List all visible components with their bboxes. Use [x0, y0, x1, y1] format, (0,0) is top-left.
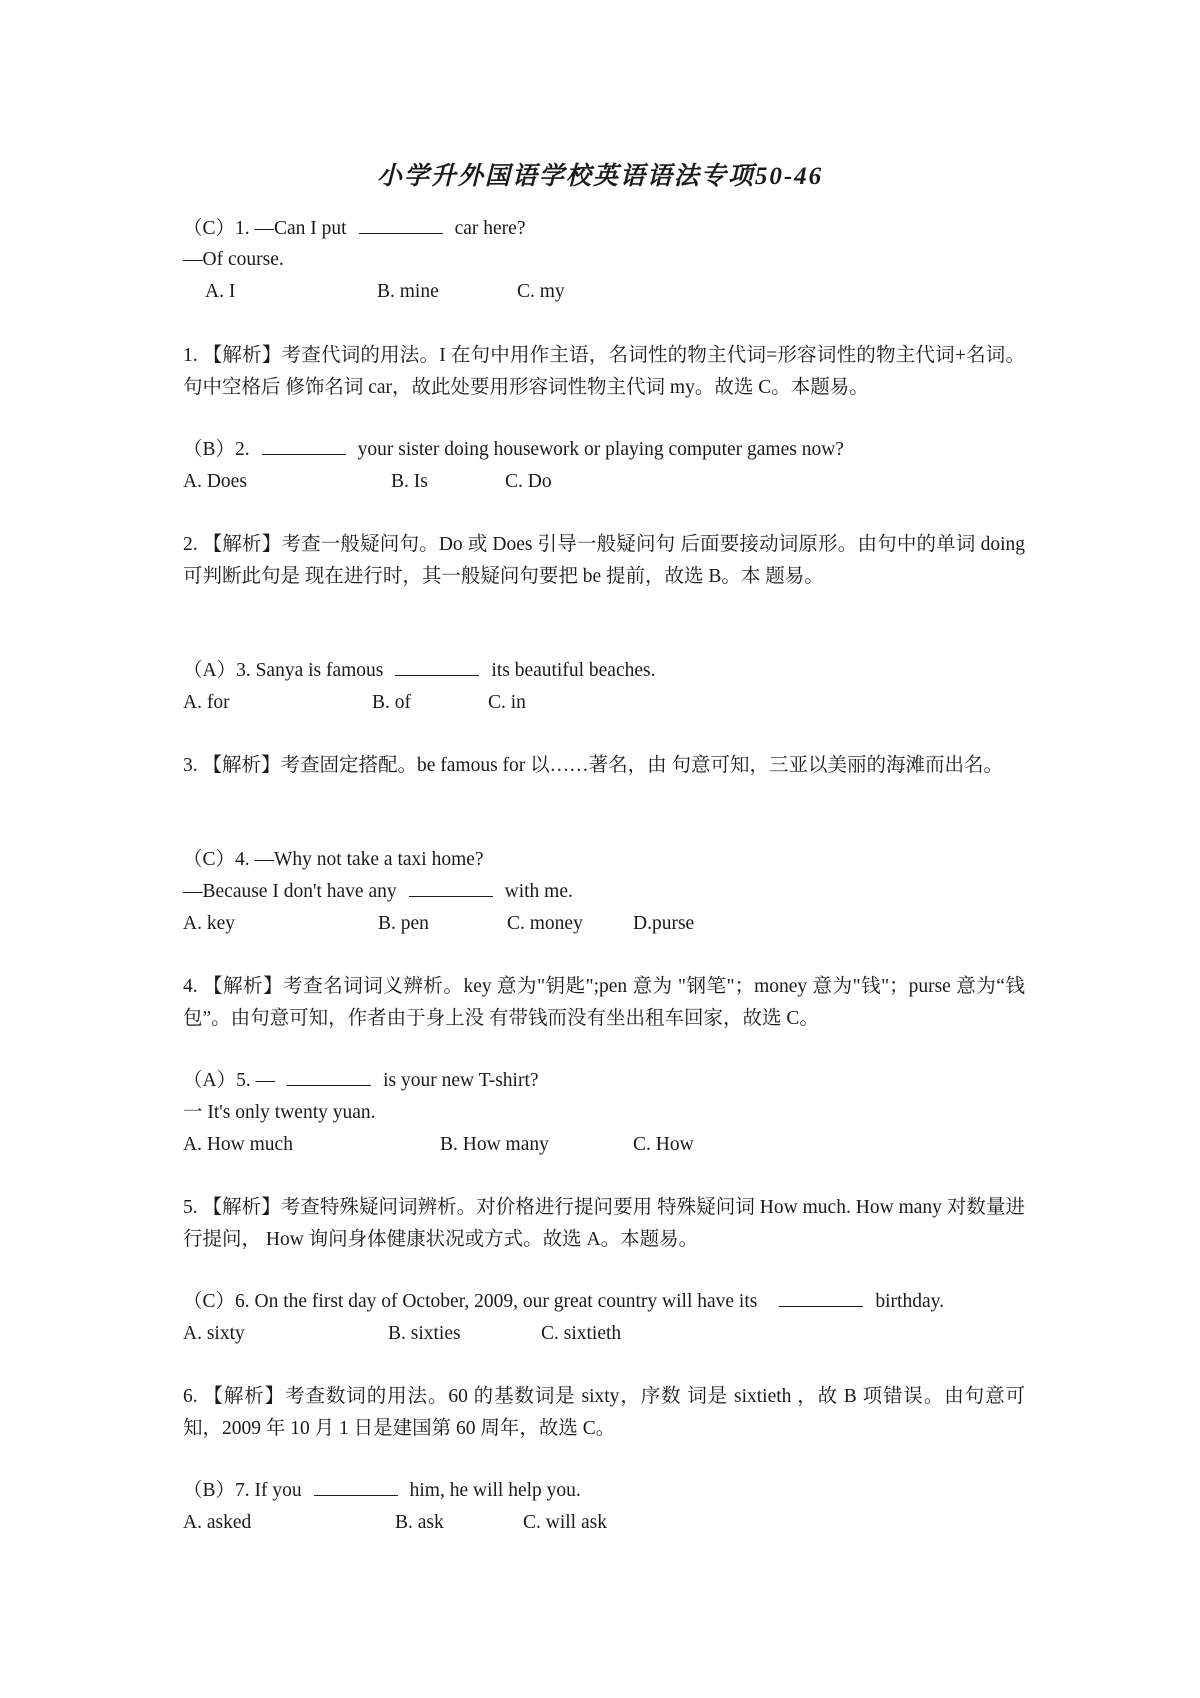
option-a: A. for: [183, 692, 230, 713]
question-1-text-end: car here?: [454, 218, 526, 239]
answer-blank: [359, 217, 443, 234]
question-4-analysis: 4. 【解析】考查名词词义辨析。key 意为"钥匙";pen 意为 "钢笔"；money 意为"钱"；purse 意为“钱包”。由句意可知，作者由于身上没 有带钱而没有坐出租车回家，故选 C。: [183, 976, 1025, 1029]
question-1-reply: —Of course.: [183, 249, 284, 270]
option-b: B. How many: [440, 1134, 549, 1155]
question-6-stem: [183, 1290, 944, 1314]
question-2-analysis: 2. 【解析】考查一般疑问句。Do 或 Does 引导一般疑问句 后面要接动词原形。由句中的单词 doing 可判断此句是 现在进行时，其一般疑问句要把 be 提前，故选 B。本 题易。: [183, 534, 1025, 587]
question-4-options: [183, 912, 1083, 936]
option-a: A. Does: [183, 471, 247, 492]
question-4-text: —Because I don't have any: [183, 881, 397, 902]
question-4-reply: [183, 880, 573, 904]
option-b: B. of: [372, 692, 411, 713]
option-c: C. How: [633, 1134, 694, 1155]
option-b: B. ask: [395, 1512, 444, 1533]
option-a: A. How much: [183, 1134, 293, 1155]
option-b: B. mine: [377, 281, 439, 302]
option-c: C. my: [517, 281, 565, 302]
answer-blank: [262, 438, 346, 455]
option-c: C. in: [488, 692, 526, 713]
question-3-options: [183, 691, 1083, 715]
answer-blank: [395, 659, 479, 676]
question-7-stem: [183, 1479, 581, 1503]
question-5-reply: 一 It's only twenty yuan.: [183, 1102, 376, 1123]
question-2-text-end: your sister doing housework or playing computer games now?: [357, 439, 844, 460]
question-1-options: [183, 280, 1083, 304]
question-5-text-end: is your new T-shirt?: [383, 1070, 539, 1091]
answer-blank: [779, 1290, 863, 1307]
question-2-text: （B）2.: [183, 439, 250, 460]
question-3-analysis: 3. 【解析】考查固定搭配。be famous for 以……著名，由 句意可知，三亚以美丽的海滩而出名。: [183, 755, 1004, 776]
option-d: D.purse: [633, 913, 695, 934]
option-a: A. I: [205, 281, 236, 302]
question-3-text-end: its beautiful beaches.: [491, 660, 656, 681]
option-c: C. sixtieth: [541, 1323, 622, 1344]
question-5-analysis: 5. 【解析】考查特殊疑问词辨析。对价格进行提问要用 特殊疑问词 How much. How many 对数量进行提问， How 询问身体健康状况或方式。故选 A。本题易。: [183, 1197, 1025, 1250]
question-5-text: （A）5. —: [183, 1070, 276, 1091]
option-b: B. Is: [391, 471, 428, 492]
option-c: C. money: [507, 913, 583, 934]
question-2-stem: [183, 438, 844, 462]
question-3-stem: [183, 659, 655, 683]
answer-blank: [409, 880, 493, 897]
question-2-options: [183, 470, 1083, 494]
answer-blank: [314, 1479, 398, 1496]
option-b: B. pen: [378, 913, 429, 934]
question-3-text: （A）3. Sanya is famous: [183, 660, 384, 681]
question-6-text: （C）6. On the first day of October, 2009, our great country will have its: [183, 1291, 758, 1312]
question-4-stem: （C）4. —Why not take a taxi home?: [183, 849, 484, 870]
answer-blank: [287, 1069, 371, 1086]
option-a: A. sixty: [183, 1323, 245, 1344]
option-a: A. asked: [183, 1512, 252, 1533]
question-1-analysis: 1. 【解析】考查代词的用法。I 在句中用作主语，名词性的物主代词=形容词性的物主代词+名词。句中空格后 修饰名词 car，故此处要用形容词性物主代词 my。故选 C。本题易。: [183, 345, 1025, 398]
question-6-options: [183, 1322, 1083, 1346]
question-7-text: （B）7. If you: [183, 1480, 302, 1501]
question-5-options: [183, 1133, 1083, 1157]
question-7-text-end: him, he will help you.: [409, 1480, 581, 1501]
option-b: B. sixties: [388, 1323, 461, 1344]
option-c: C. will ask: [523, 1512, 607, 1533]
option-c: C. Do: [505, 471, 552, 492]
question-4-text-end: with me.: [504, 881, 573, 902]
option-a: A. key: [183, 913, 235, 934]
page-title: 小学升外国语学校英语语法专项50-46: [376, 163, 824, 190]
question-6-text-end: birthday.: [875, 1291, 944, 1312]
question-5-stem: [183, 1069, 539, 1093]
question-1-text: （C）1. —Can I put: [183, 218, 347, 239]
question-6-analysis: 6. 【解析】考查数词的用法。60 的基数词是 sixty，序数 词是 sixtieth ，故 B 项错误。由句意可知，2009 年 10 月 1 日是建国第 60 周年，故选 C。: [183, 1386, 1025, 1439]
question-7-options: [183, 1511, 1083, 1535]
question-1-stem: [183, 217, 525, 241]
